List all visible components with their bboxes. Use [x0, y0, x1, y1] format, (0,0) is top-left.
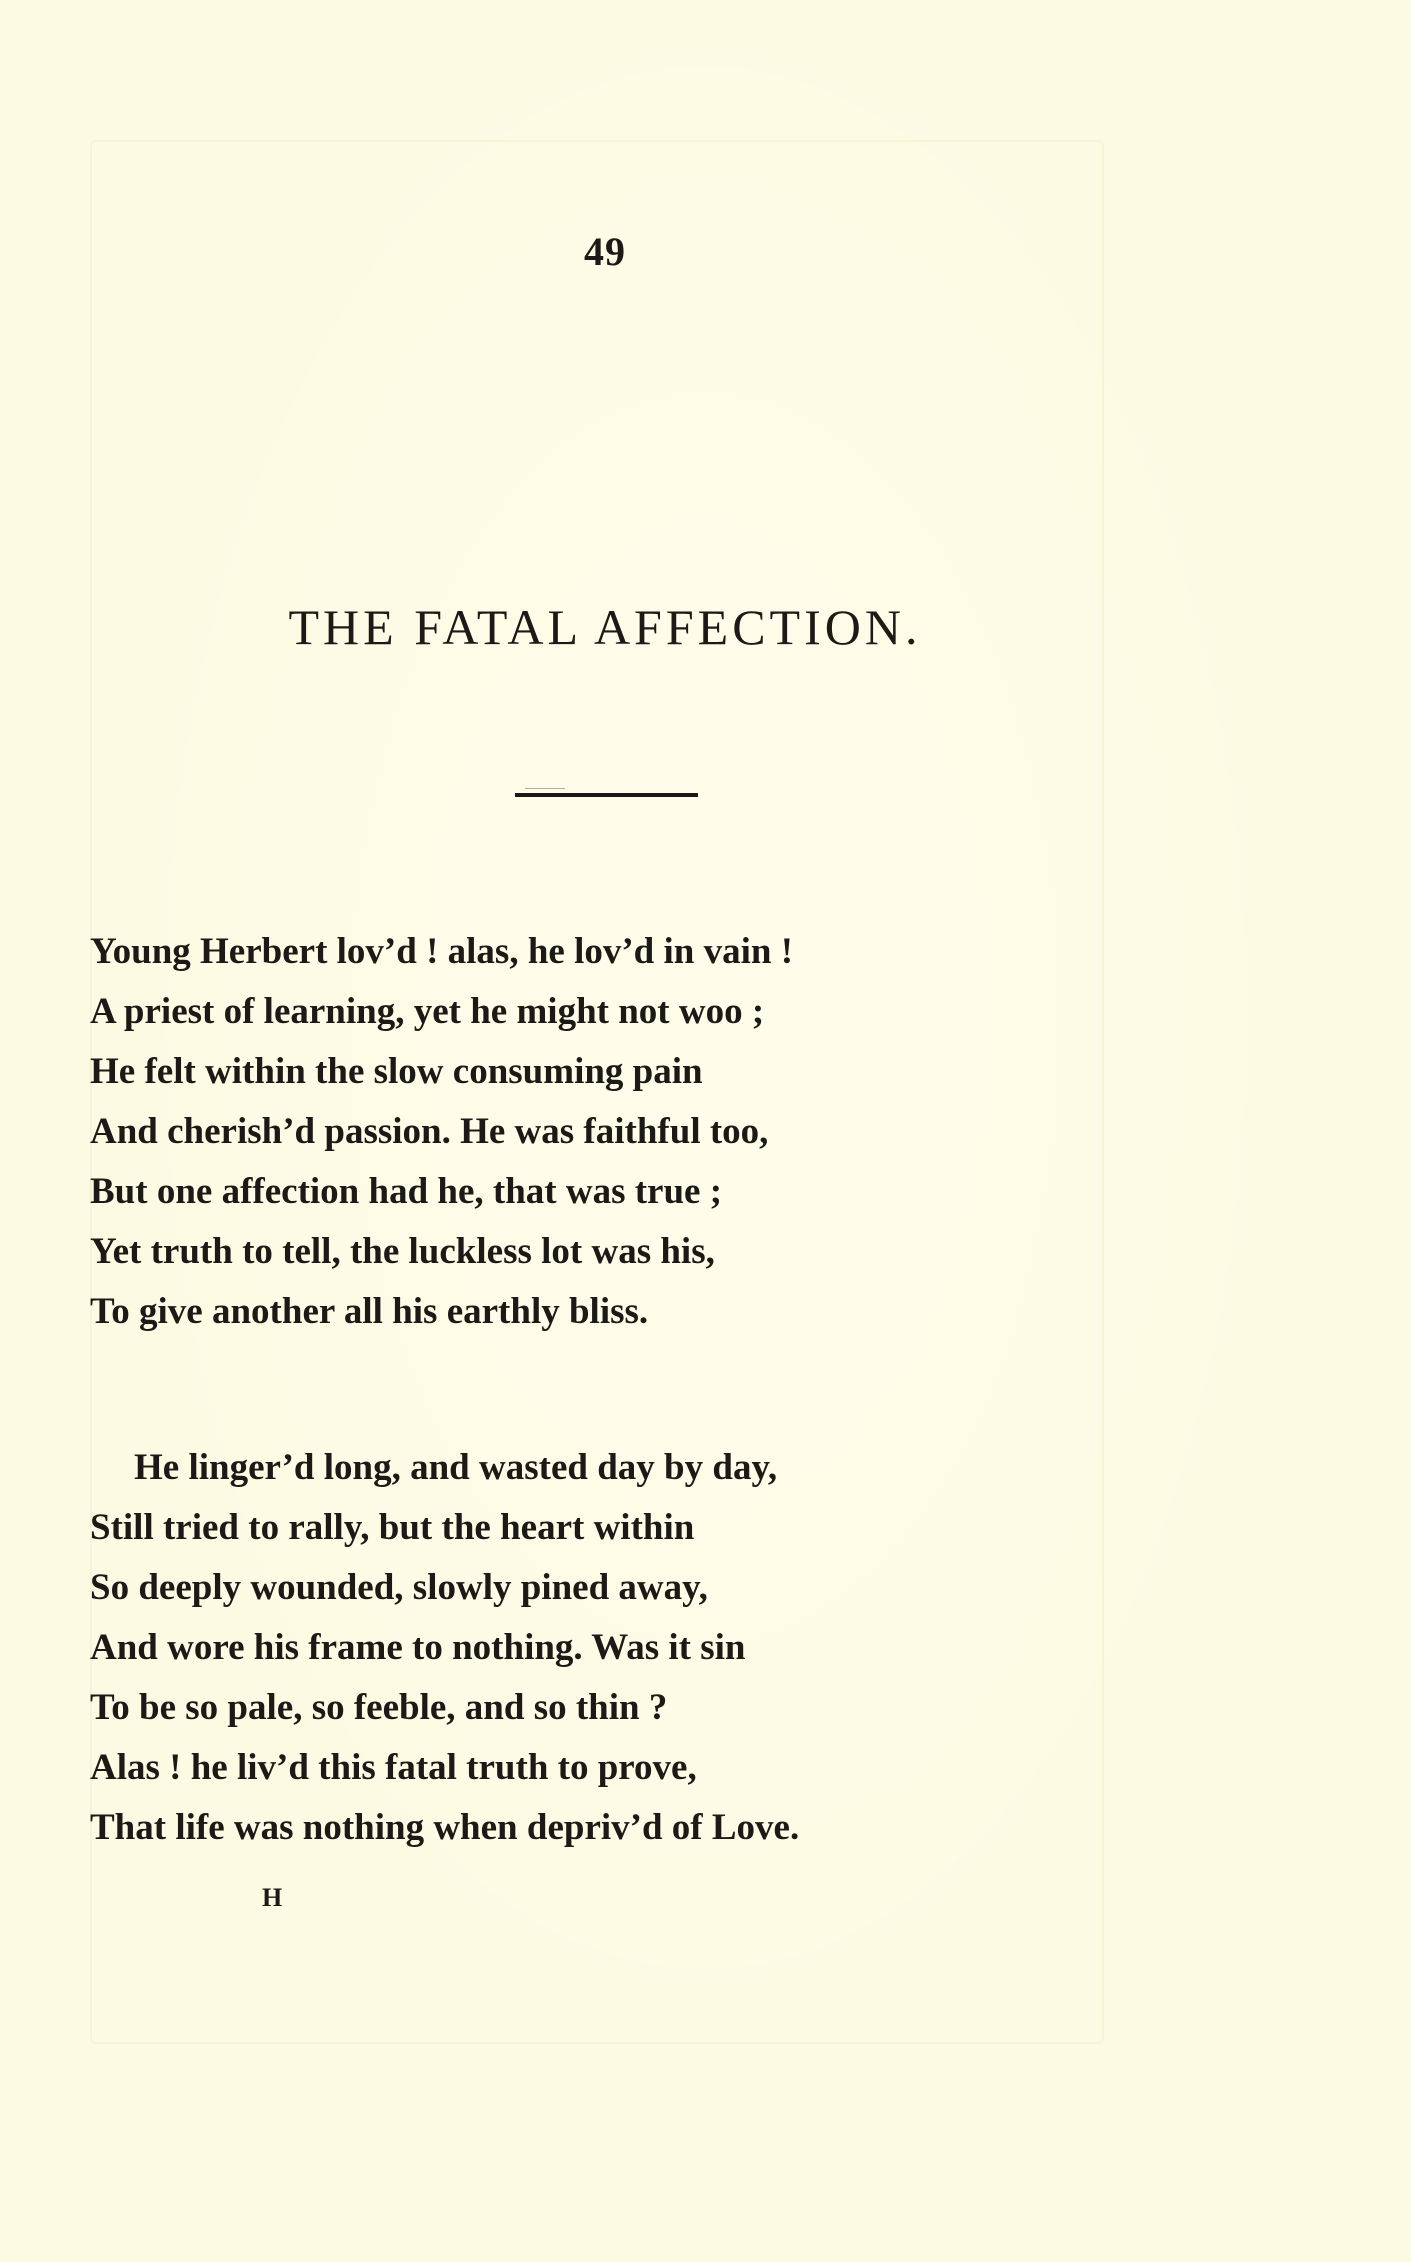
poem-line: Young Herbert lov’d ! alas, he lov’d in vain !	[90, 931, 794, 972]
poem-line: Yet truth to tell, the luckless lot was his,	[90, 1231, 715, 1272]
poem-title: THE FATAL AFFECTION.	[288, 599, 922, 655]
poem-line: To give another all his earthly bliss.	[90, 1291, 649, 1332]
page-number: 49	[584, 229, 626, 274]
poem-line: So deeply wounded, slowly pined away,	[90, 1567, 708, 1608]
poem-line: Still tried to rally, but the heart within	[90, 1507, 695, 1548]
poem-stanza-2	[90, 1438, 1140, 1858]
title-divider-rule	[515, 793, 698, 797]
poem-line: And wore his frame to nothing. Was it sin	[90, 1627, 746, 1668]
poem-line: Alas ! he liv’d this fatal truth to prove,	[90, 1747, 697, 1788]
poem-line: And cherish’d passion. He was faithful too,	[90, 1111, 769, 1152]
poem-line: He felt within the slow consuming pain	[90, 1051, 703, 1092]
poem-line: A priest of learning, yet he might not woo ;	[90, 991, 765, 1032]
poem-line: To be so pale, so feeble, and so thin ?	[90, 1687, 668, 1728]
poem-line: He linger’d long, and wasted day by day,	[134, 1447, 778, 1488]
poem-stanza-1	[90, 922, 1140, 1342]
poem-line: But one affection had he, that was true ;	[90, 1171, 723, 1212]
poem-line: That life was nothing when depriv’d of Love.	[90, 1807, 800, 1848]
printer-signature-mark: H	[262, 1883, 284, 1912]
